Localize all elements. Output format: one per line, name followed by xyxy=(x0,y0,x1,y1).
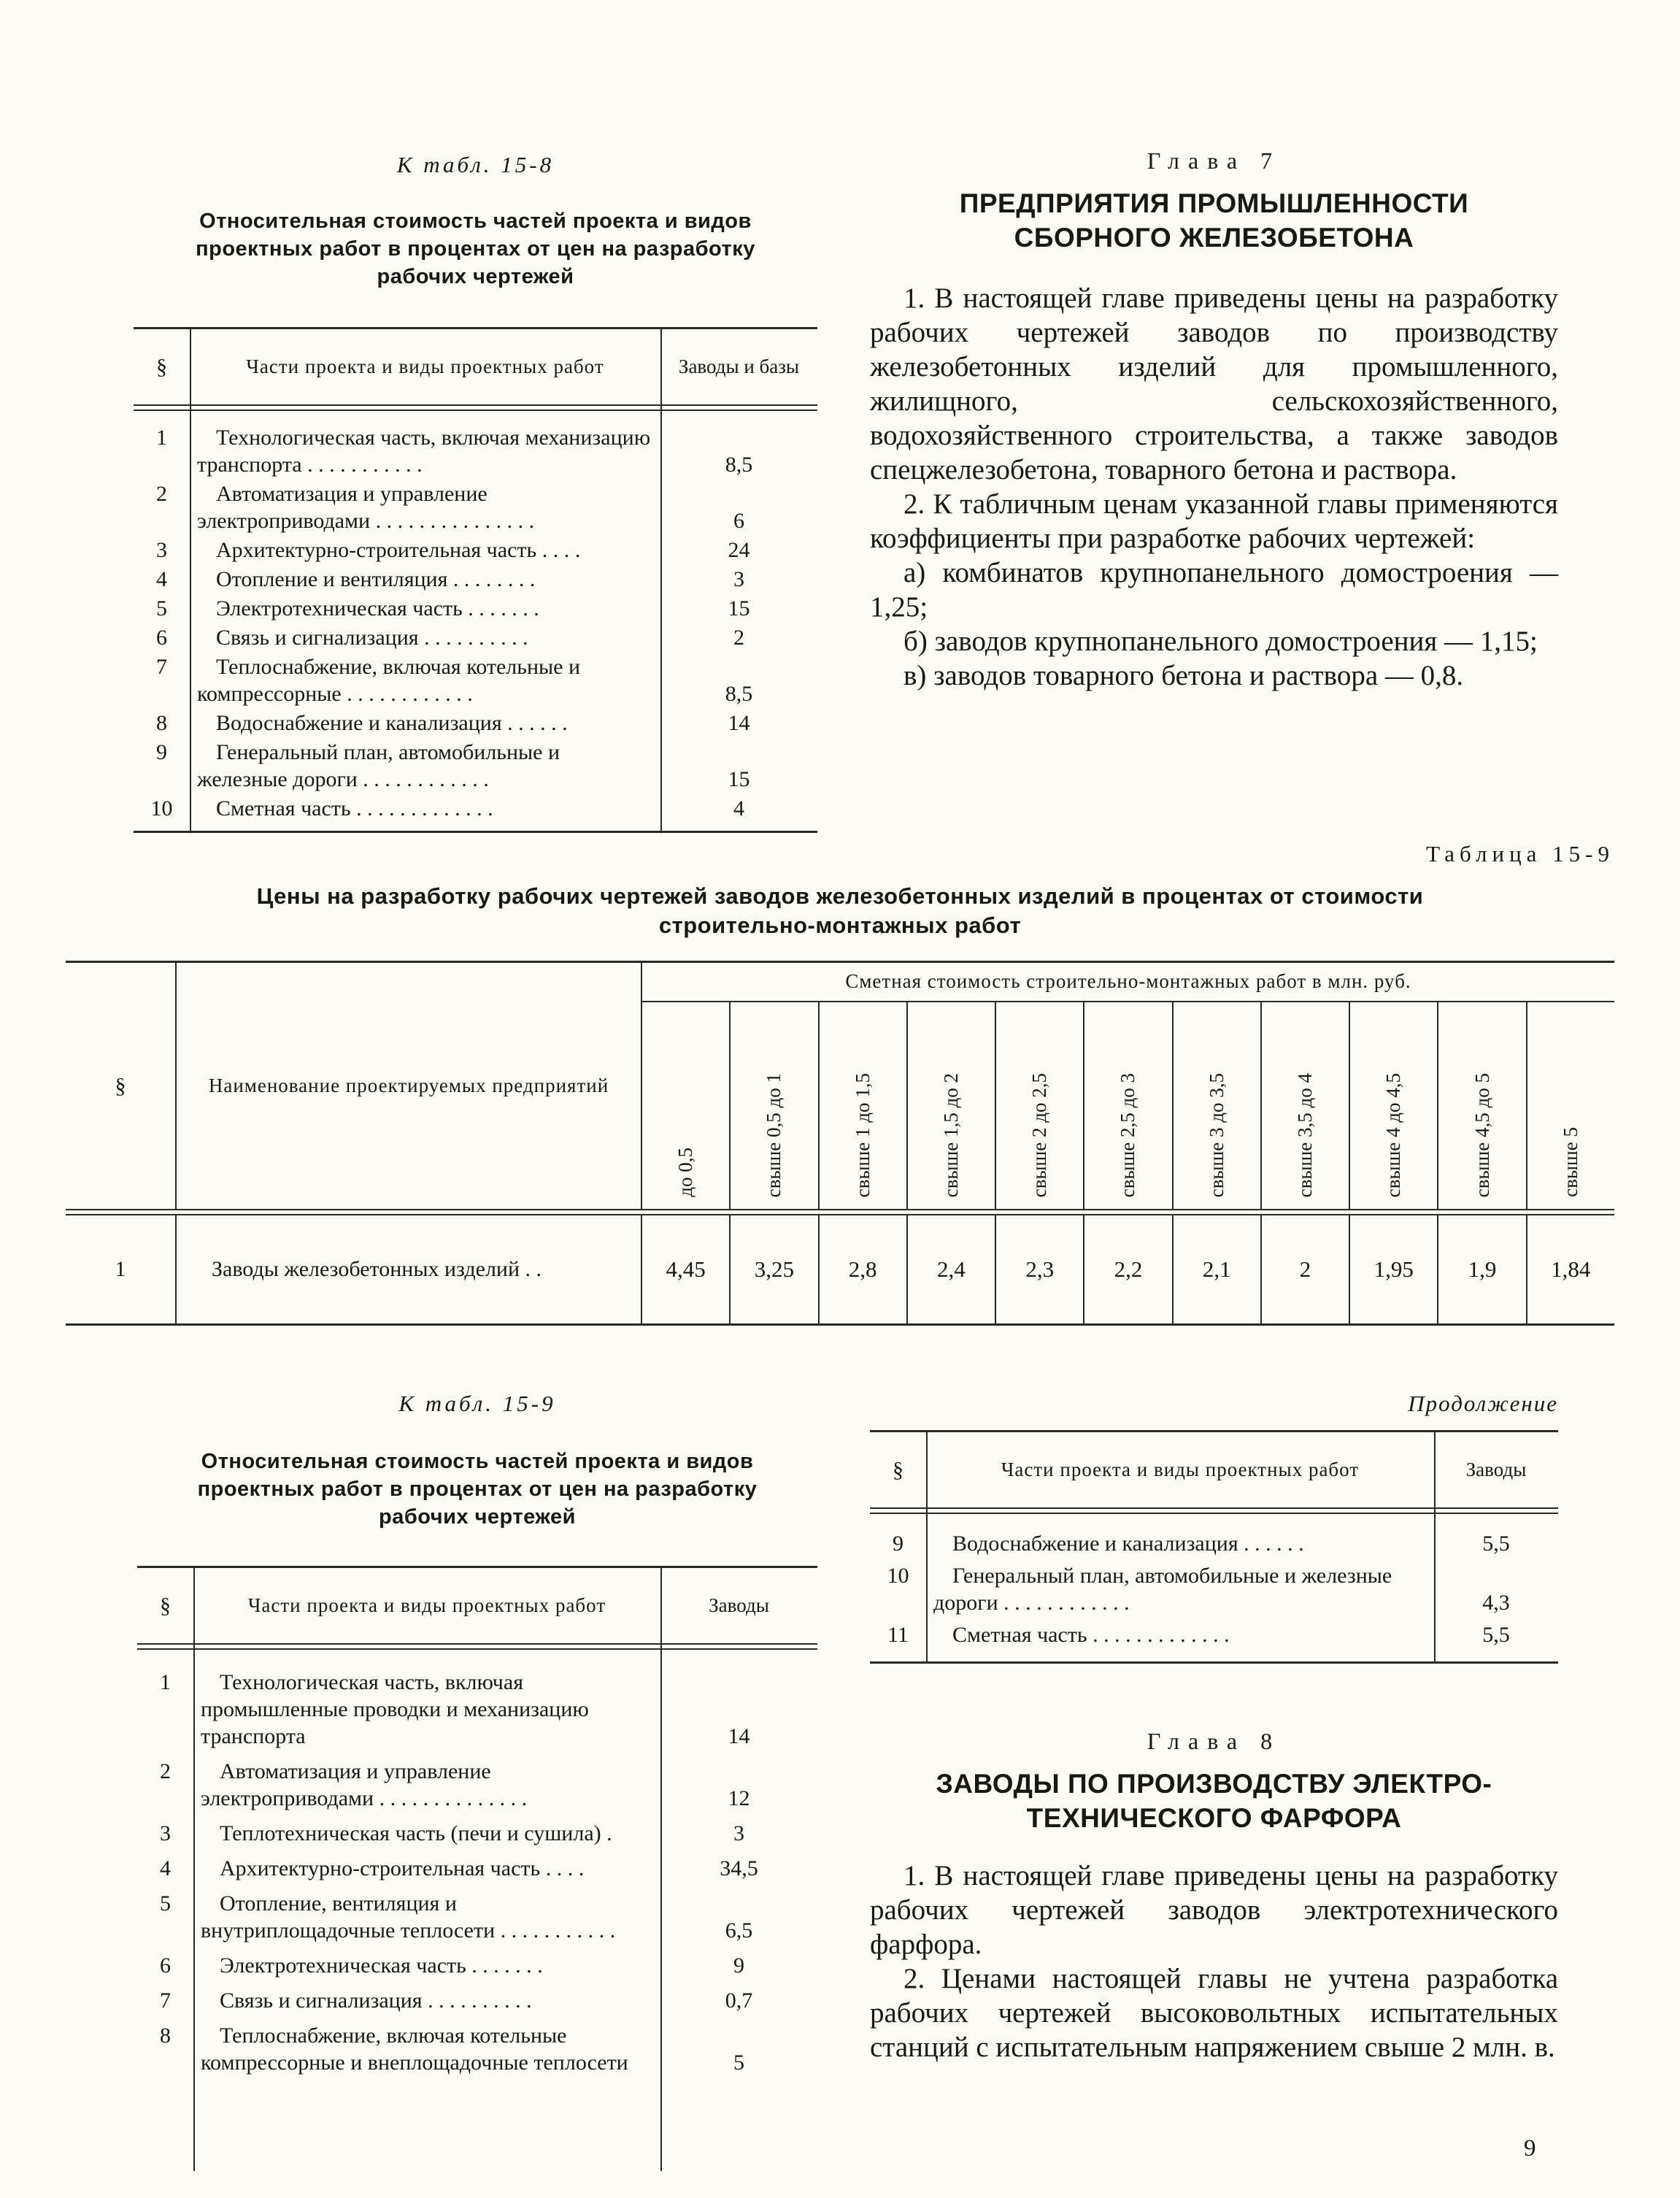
paragraph: 2. Ценами настоящей главы не учтена разработка рабочих чертежей высоковольтных испытательных станций с испытательным напряжением свыше 2 млн. в. xyxy=(870,1963,1558,2063)
cell-value: 2,4 xyxy=(906,1215,995,1323)
table-15-9-block xyxy=(66,841,1614,1326)
row-value: 3 xyxy=(733,1821,744,1845)
col-header-num: § xyxy=(893,1458,903,1482)
cell-value: 4,45 xyxy=(666,1256,706,1282)
row-value: 15 xyxy=(728,767,750,791)
row-index: 3 xyxy=(156,538,167,562)
col-header-value: Заводы и базы xyxy=(678,356,800,377)
row-index: 11 xyxy=(887,1623,909,1647)
table-row xyxy=(134,624,817,651)
range-header-cell xyxy=(1437,1002,1525,1209)
column-rule xyxy=(193,1568,195,2171)
range-label: свыше 2 до 2,5 xyxy=(1028,1072,1051,1197)
row-value: 6,5 xyxy=(725,1918,753,1943)
row-label: Электротехническая часть . . . . . . . xyxy=(220,1953,543,1978)
row-label: Связь и сигнализация . . . . . . . . . . xyxy=(220,1988,532,2013)
col-header-num: § xyxy=(160,1594,171,1618)
chapter-8-title: ЗАВОДЫ ПО ПРОИЗВОДСТВУ ЭЛЕКТРО-ТЕХНИЧЕСКОГО ФАРФОРА xyxy=(936,1769,1492,1833)
table-row xyxy=(870,1530,1558,1557)
table-row xyxy=(134,480,817,534)
range-header-cell xyxy=(906,1002,995,1209)
row-index: 7 xyxy=(156,655,167,679)
row-index: 4 xyxy=(160,1856,171,1880)
row-value: 3 xyxy=(733,567,744,591)
table-15-9-parts xyxy=(137,1566,817,2171)
cell-value: 2,8 xyxy=(818,1215,906,1323)
range-label: свыше 5 xyxy=(1559,1127,1581,1197)
table-row xyxy=(134,424,817,478)
row-value: 34,5 xyxy=(720,1856,758,1880)
range-header-cell xyxy=(1349,1002,1437,1209)
row-label: Теплоснабжение, включая котельные и компрессорные . . . . . . . . . . . . xyxy=(197,655,581,706)
cell-value: 1,9 xyxy=(1437,1215,1525,1323)
table-15-9-header xyxy=(66,963,1614,1209)
table-15-9-parts-title: Относительная стоимость частей проекта и видов проектных работ в процентах от цен на разработку рабочих чертежей xyxy=(197,1450,758,1529)
chapter-7 xyxy=(870,147,1558,693)
col-header-value: Заводы xyxy=(709,1594,769,1616)
table-row xyxy=(137,1820,817,1847)
row-value: 14 xyxy=(728,711,750,735)
table-15-9 xyxy=(66,961,1614,1326)
paragraph: 1. В настоящей главе приведены цены на разработку рабочих чертежей заводов по производству железобетонных изделий для промышленного, жилищного, сельскохозяйственного, водохозяйственного строительства, а также заводов спецжелезобетона, товарного бетона и раствора. xyxy=(870,283,1558,485)
col-header-name: Наименование проектируемых предприятий xyxy=(175,963,642,1209)
range-label: свыше 3,5 до 4 xyxy=(1293,1072,1316,1197)
row-label: Водоснабжение и канализация . . . . . . xyxy=(952,1532,1304,1556)
row-index: 1 xyxy=(156,426,167,450)
table-15-9-parts-caption: К табл. 15-9 xyxy=(398,1391,556,1416)
row-value: 6 xyxy=(733,509,744,533)
col-header-num: § xyxy=(156,355,167,379)
row-label: Электротехническая часть . . . . . . . xyxy=(216,596,539,620)
cell-value: 1,95 xyxy=(1349,1215,1437,1323)
row-index: 2 xyxy=(156,482,167,506)
list-item-b: б) заводов крупнопанельного домостроения — 1,15; xyxy=(903,626,1538,657)
row-index: 9 xyxy=(893,1532,903,1556)
column-rule xyxy=(190,329,191,831)
range-header-cell xyxy=(1260,1002,1349,1209)
row-label: Архитектурно-строительная часть . . . . xyxy=(216,538,581,562)
table-row xyxy=(137,1890,817,1944)
table-row xyxy=(137,1855,817,1882)
cell-value: 2,3 xyxy=(995,1215,1083,1323)
row-value: 5,5 xyxy=(1482,1532,1510,1556)
range-label: свыше 4 до 4,5 xyxy=(1382,1072,1405,1197)
range-label: свыше 3 до 3,5 xyxy=(1205,1072,1228,1197)
range-header-cell xyxy=(995,1002,1083,1209)
row-label: Отопление, вентиляция и внутриплощадочные теплосети . . . . . . . . . . . xyxy=(201,1891,616,1943)
continuation-and-chapter-8 xyxy=(870,1391,1558,2064)
row-index: 2 xyxy=(160,1759,171,1783)
row-value: 4 xyxy=(733,796,744,821)
row-index: 8 xyxy=(160,2024,171,2048)
row-value: 5,5 xyxy=(1482,1623,1510,1647)
row-label: Водоснабжение и канализация . . . . . . xyxy=(216,711,568,735)
table-row xyxy=(137,1952,817,1979)
table-row xyxy=(134,739,817,793)
table-row xyxy=(134,595,817,622)
row-value: 5 xyxy=(733,2051,744,2075)
col-header-value: Заводы xyxy=(1465,1459,1527,1480)
page-number: 9 xyxy=(1524,2135,1536,2162)
row-label: Теплотехническая часть (печи и сушила) . xyxy=(220,1821,612,1845)
range-header-cell xyxy=(1083,1002,1171,1209)
column-rule xyxy=(1434,1432,1436,1661)
column-rule xyxy=(660,1568,662,2171)
row-index: 1 xyxy=(160,1670,171,1694)
row-value: 12 xyxy=(728,1786,750,1810)
row-label: Заводы железобетонных изделий . . xyxy=(175,1215,642,1323)
column-rule xyxy=(660,329,662,831)
table-row xyxy=(134,537,817,564)
row-value: 15 xyxy=(728,596,750,620)
table-15-9-parts-body xyxy=(137,1650,817,2171)
row-label: Отопление и вентиляция . . . . . . . . xyxy=(216,567,536,591)
table-row xyxy=(137,1669,817,1750)
range-header-cell xyxy=(1172,1002,1260,1209)
row-label: Сметная часть . . . . . . . . . . . . . xyxy=(952,1623,1230,1647)
range-header-cell xyxy=(729,1002,817,1209)
table-row xyxy=(134,795,817,822)
col-header-name: Части проекта и виды проектных работ xyxy=(246,356,604,377)
list-item-c: в) заводов товарного бетона и раствора — 0,8. xyxy=(903,660,1464,691)
row-label: Связь и сигнализация . . . . . . . . . . xyxy=(216,626,528,650)
row-value: 2 xyxy=(733,626,744,650)
range-label: свыше 1,5 до 2 xyxy=(939,1072,962,1197)
row-label: Технологическая часть, включая механизацию транспорта . . . . . . . . . . . xyxy=(197,426,651,477)
cell-value: 2 xyxy=(1260,1215,1349,1323)
table-row xyxy=(137,2022,817,2076)
table-row xyxy=(870,1621,1558,1648)
range-header-cell xyxy=(642,1002,729,1209)
row-label: Генеральный план, автомобильные и железные дороги . . . . . . . . . . . . xyxy=(933,1564,1392,1615)
table-15-8-header-row xyxy=(134,329,817,404)
cell-value: 3,25 xyxy=(729,1215,817,1323)
cell-value: 1,84 xyxy=(1526,1215,1614,1323)
range-label: свыше 2,5 до 3 xyxy=(1117,1072,1139,1197)
row-label: Теплоснабжение, включая котельные компрессорные и внеплощадочные теплосети xyxy=(201,2024,628,2075)
col-header-num: § xyxy=(115,1073,126,1098)
table-row xyxy=(134,566,817,593)
span-header: Сметная стоимость строительно-монтажных работ в млн. руб. xyxy=(642,963,1614,1002)
range-label: свыше 4,5 до 5 xyxy=(1471,1072,1493,1197)
row-label: Автоматизация и управление электроприводами . . . . . . . . . . . . . . xyxy=(201,1759,528,1810)
double-rule xyxy=(134,404,817,411)
row-label: Технологическая часть, включая промышленные проводки и механизацию транспорта xyxy=(201,1670,589,1748)
row-label: Генеральный план, автомобильные и железные дороги . . . . . . . . . . . . xyxy=(197,740,560,791)
row-index: 3 xyxy=(160,1821,171,1845)
row-label: Архитектурно-строительная часть . . . . xyxy=(220,1856,585,1880)
col-header-name: Части проекта и виды проектных работ xyxy=(247,1594,606,1616)
table-15-9-data-row xyxy=(66,1215,1614,1323)
row-index: 4 xyxy=(156,567,167,591)
table-row xyxy=(137,1987,817,2014)
row-index: 8 xyxy=(156,711,167,735)
table-15-9-parts-block xyxy=(137,1391,817,2171)
range-label: до 0,5 xyxy=(674,1148,697,1197)
double-rule xyxy=(870,1507,1558,1514)
cost-columns-header xyxy=(642,963,1614,1209)
table-row xyxy=(134,710,817,737)
row-index: 9 xyxy=(156,740,167,764)
table-row xyxy=(134,653,817,707)
row-value: 24 xyxy=(728,538,750,562)
table-row xyxy=(137,1758,817,1812)
double-rule xyxy=(137,1643,817,1650)
row-index: 7 xyxy=(160,1988,171,2013)
row-index: 6 xyxy=(160,1953,171,1978)
cell-value: 2,1 xyxy=(1172,1215,1260,1323)
chapter-7-text xyxy=(870,281,1558,693)
row-label: Автоматизация и управление электроприводами . . . . . . . . . . . . . . . xyxy=(197,482,535,533)
table-15-9-parts-header-row xyxy=(137,1568,817,1643)
row-index: 6 xyxy=(156,626,167,650)
table-15-9-parts-continuation xyxy=(870,1430,1558,1664)
row-value: 8,5 xyxy=(725,682,753,706)
paragraph: 1. В настоящей главе приведены цены на разработку рабочих чертежей заводов электротехнического фарфора. xyxy=(870,1860,1558,1960)
range-label: свыше 0,5 до 1 xyxy=(763,1072,785,1197)
range-label: свыше 1 до 1,5 xyxy=(851,1072,874,1197)
chapter-7-title: ПРЕДПРИЯТИЯ ПРОМЫШЛЕННОСТИ СБОРНОГО ЖЕЛЕЗОБЕТОНА xyxy=(959,188,1469,253)
table-row xyxy=(870,1562,1558,1616)
table-15-8-caption: К табл. 15-8 xyxy=(396,152,555,177)
continuation-caption: Продолжение xyxy=(1408,1391,1558,1416)
range-headers xyxy=(642,1002,1614,1209)
row-value: 8,5 xyxy=(725,453,753,477)
row-label: Сметная часть . . . . . . . . . . . . . xyxy=(216,796,493,821)
range-header-cell xyxy=(818,1002,906,1209)
table-15-9-caption: Таблица 15-9 xyxy=(1426,841,1614,866)
col-header-name: Части проекта и виды проектных работ xyxy=(1001,1459,1360,1480)
row-index: 5 xyxy=(160,1891,171,1915)
double-rule xyxy=(66,1209,1614,1215)
row-index: 5 xyxy=(156,596,167,620)
row-value: 4,3 xyxy=(1482,1591,1510,1615)
column-rule xyxy=(926,1432,928,1661)
row-index: 10 xyxy=(887,1564,909,1588)
row-value: 14 xyxy=(728,1724,750,1748)
row-value: 9 xyxy=(733,1953,744,1978)
row-value: 0,7 xyxy=(725,1988,753,2013)
chapter-8-text xyxy=(870,1859,1558,2064)
paragraph: 2. К табличным ценам указанной главы применяются коэффициенты при разработке рабочих чертежей: xyxy=(870,488,1558,554)
cell-value: 2,2 xyxy=(1083,1215,1171,1323)
table-15-8-body xyxy=(134,411,817,831)
table-15-8-title: Относительная стоимость частей проекта и видов проектных работ в процентах от цен на разработку рабочих чертежей xyxy=(196,210,755,288)
table-15-8 xyxy=(134,327,817,833)
range-header-cell xyxy=(1526,1002,1614,1209)
chapter-7-kicker: Глава 7 xyxy=(1147,147,1282,174)
table-15-8-block xyxy=(134,152,817,833)
continuation-header-row xyxy=(870,1432,1558,1507)
chapter-8-kicker: Глава 8 xyxy=(1147,1728,1282,1754)
list-item-a: а) комбинатов крупнопанельного домостроения — 1,25; xyxy=(870,557,1558,623)
continuation-body xyxy=(870,1514,1558,1661)
row-index: 1 xyxy=(115,1257,126,1281)
table-15-9-title: Цены на разработку рабочих чертежей заводов железобетонных изделий в процентах от стоимости строительно-монтажных работ xyxy=(256,883,1424,938)
row-index: 10 xyxy=(150,796,173,821)
